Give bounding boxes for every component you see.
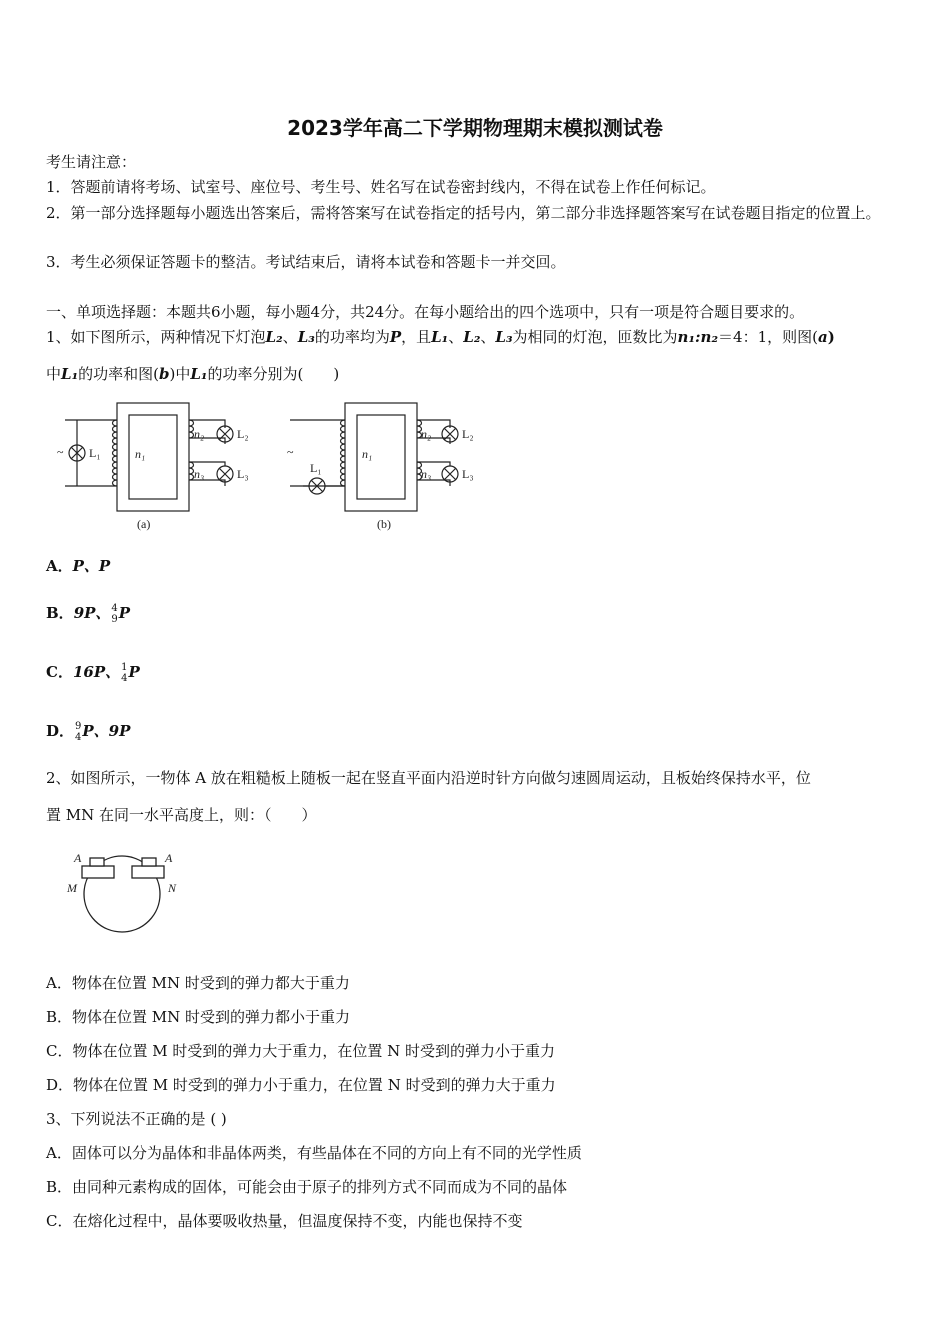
notice-item-2: 2．第一部分选择题每小题选出答案后，需将答案写在试卷指定的括号内，第二部分非选择题答案写在试卷题目指定的位置上。 [46, 204, 881, 222]
q1-stem-line1: 1、如下图所示，两种情况下灯泡L₂、L₃的功率均为P，且L₁、L₂、L₃为相同的灯泡，匝数比为n₁:n₂＝4：1，则图(a) [46, 328, 835, 346]
q2-stem-line1: 2、如图所示，一物体 A 放在粗糙板上随板一起在竖直平面内沿逆时针方向做匀速圆周运动，且板始终保持水平，位 [46, 769, 811, 787]
q1-stem-line2: 中L₁的功率和图(b)中L₁的功率分别为( ) [46, 365, 340, 383]
q3-option-b: B．由同种元素构成的固体，可能会由于原子的排列方式不同而成为不同的晶体 [46, 1178, 568, 1196]
svg-text:n₃: n₃ [194, 467, 205, 481]
board-M [82, 866, 114, 878]
q3-stem: 3、下列说法不正确的是 ( ) [46, 1110, 227, 1128]
svg-text:(b): (b) [377, 517, 391, 531]
svg-text:~: ~ [57, 445, 64, 459]
svg-text:L₂: L₂ [462, 427, 474, 441]
q2-circle-figure [62, 846, 192, 938]
block-A-left [90, 858, 104, 866]
q2-option-b: B．物体在位置 MN 时受到的弹力都小于重力 [46, 1008, 351, 1026]
svg-text:n₁: n₁ [135, 447, 146, 461]
svg-text:~: ~ [287, 445, 294, 459]
notice-item-3: 3．考生必须保证答题卡的整洁。考试结束后，请将本试卷和答题卡一并交回。 [46, 253, 566, 271]
notice-heading: 考生请注意： [46, 153, 137, 171]
svg-text:L₂: L₂ [237, 427, 249, 441]
svg-text:N: N [168, 881, 177, 895]
q2-stem-line2: 置 MN 在同一水平高度上，则：（ ） [46, 806, 317, 824]
svg-text:L₁: L₁ [310, 461, 322, 475]
q1-option-c: C．16P、 1 4 P [46, 662, 140, 684]
notice-item-1: 1．答题前请将考场、试室号、座位号、考生号、姓名写在试卷密封线内，不得在试卷上作任何标记。 [46, 178, 716, 196]
svg-text:L₃: L₃ [237, 467, 249, 481]
q2-option-a: A．物体在位置 MN 时受到的弹力都大于重力 [46, 974, 350, 992]
q3-option-c: C．在熔化过程中，晶体要吸收热量，但温度保持不变，内能也保持不变 [46, 1212, 523, 1230]
svg-text:(a): (a) [137, 517, 151, 531]
fig-b-core [345, 403, 417, 511]
board-N [132, 866, 164, 878]
q1-transformer-figure [55, 398, 495, 538]
q2-option-d: D．物体在位置 M 时受到的弹力小于重力，在位置 N 时受到的弹力大于重力 [46, 1076, 556, 1094]
q2-option-c: C．物体在位置 M 时受到的弹力大于重力，在位置 N 时受到的弹力小于重力 [46, 1042, 556, 1060]
section-heading: 一、单项选择题：本题共6小题，每小题4分，共24分。在每小题给出的四个选项中，只有一项是符合题目要求的。 [46, 303, 805, 321]
block-A-right [142, 858, 156, 866]
svg-text:n₃: n₃ [421, 467, 432, 481]
svg-text:L₃: L₃ [462, 467, 474, 481]
svg-text:n₂: n₂ [194, 427, 205, 441]
q1-option-b: B．9P、 4 9 P [46, 603, 131, 625]
q1-option-d: D． 9 4 P、9P [46, 721, 131, 743]
svg-text:L₁: L₁ [89, 446, 101, 460]
svg-text:A: A [165, 851, 173, 865]
fig-a-core [117, 403, 189, 511]
svg-text:n₁: n₁ [362, 447, 373, 461]
svg-text:A: A [74, 851, 82, 865]
q3-option-a: A．固体可以分为晶体和非晶体两类，有些晶体在不同的方向上有不同的光学性质 [46, 1144, 582, 1162]
q1-option-a: A．P、P [46, 557, 111, 575]
page-title: 2023学年高二下学期物理期末模拟测试卷 [287, 116, 663, 140]
svg-text:n₂: n₂ [421, 427, 432, 441]
svg-text:M: M [67, 881, 77, 895]
